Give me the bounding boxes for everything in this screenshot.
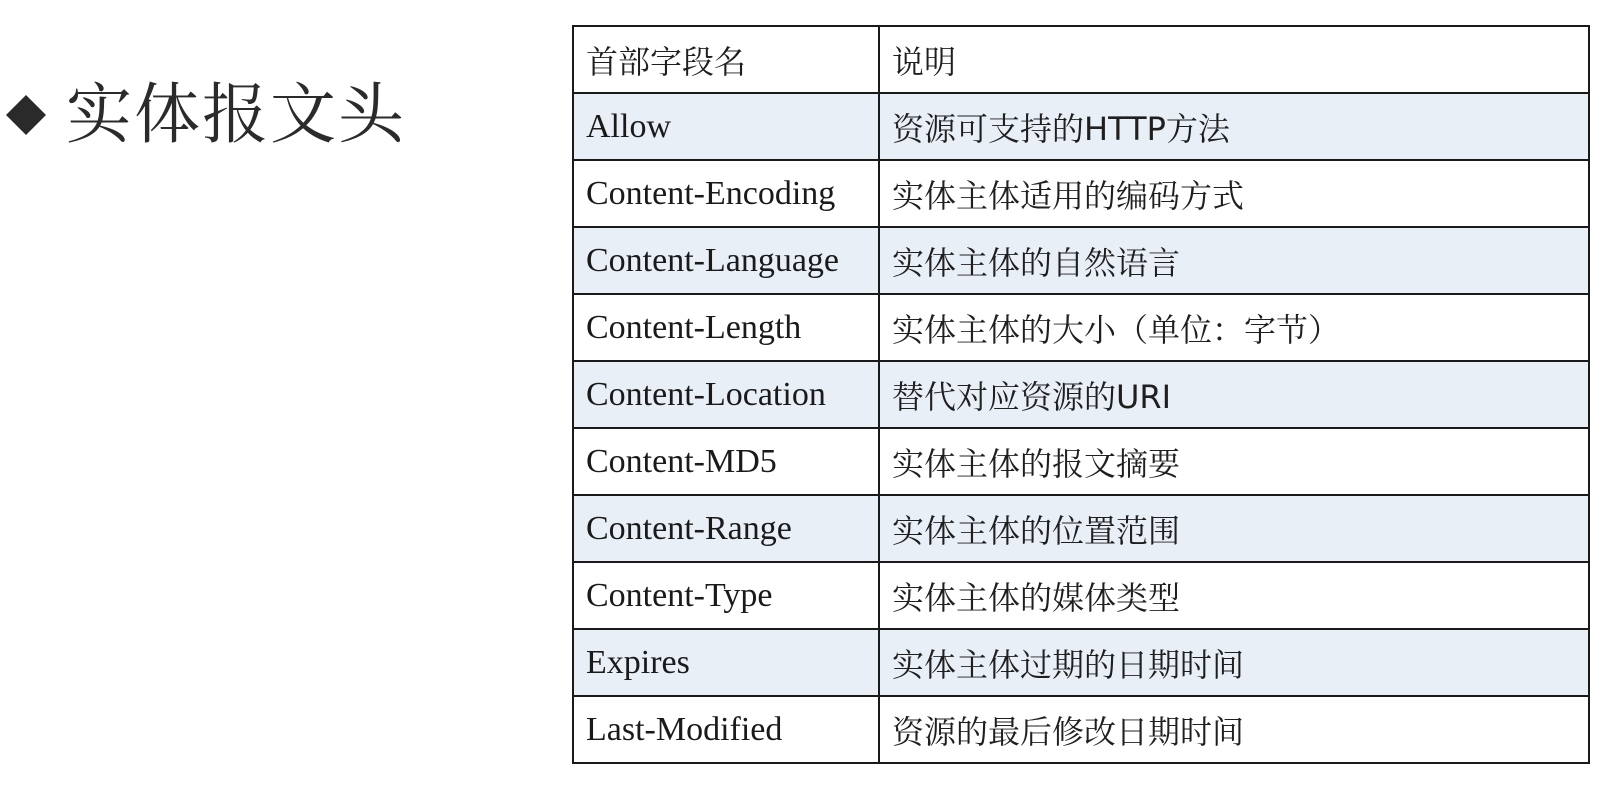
header-field-name: Content-Encoding bbox=[573, 160, 879, 227]
slide-heading bbox=[4, 70, 406, 160]
header-field-description: 实体主体的自然语言 bbox=[879, 227, 1589, 294]
header-field-description: 资源可支持的HTTP方法 bbox=[879, 93, 1589, 160]
header-field-name: Expires bbox=[573, 629, 879, 696]
header-field-name: Content-Type bbox=[573, 562, 879, 629]
table-row bbox=[573, 696, 1589, 763]
table-row bbox=[573, 160, 1589, 227]
table-row bbox=[573, 562, 1589, 629]
header-field-description: 实体主体的大小（单位：字节） bbox=[879, 294, 1589, 361]
header-field-name: Content-MD5 bbox=[573, 428, 879, 495]
header-field-description: 实体主体过期的日期时间 bbox=[879, 629, 1589, 696]
header-field-description: 资源的最后修改日期时间 bbox=[879, 696, 1589, 763]
table-row bbox=[573, 629, 1589, 696]
table-row bbox=[573, 93, 1589, 160]
header-field-name: Last-Modified bbox=[573, 696, 879, 763]
header-field-description: 实体主体的媒体类型 bbox=[879, 562, 1589, 629]
entity-header-table bbox=[572, 25, 1590, 764]
header-field-description: 实体主体的位置范围 bbox=[879, 495, 1589, 562]
table-row bbox=[573, 227, 1589, 294]
header-field-name: Content-Length bbox=[573, 294, 879, 361]
table-row bbox=[573, 428, 1589, 495]
column-header-field-name: 首部字段名 bbox=[573, 26, 879, 93]
header-field-description: 实体主体适用的编码方式 bbox=[879, 160, 1589, 227]
header-field-name: Content-Location bbox=[573, 361, 879, 428]
column-header-description: 说明 bbox=[879, 26, 1589, 93]
table-row bbox=[573, 495, 1589, 562]
slide-title: 实体报文头 bbox=[66, 76, 406, 153]
header-field-description: 实体主体的报文摘要 bbox=[879, 428, 1589, 495]
table-row bbox=[573, 294, 1589, 361]
table-row bbox=[573, 361, 1589, 428]
header-field-description: 替代对应资源的URI bbox=[879, 361, 1589, 428]
header-field-name: Content-Range bbox=[573, 495, 879, 562]
header-field-name: Content-Language bbox=[573, 227, 879, 294]
header-field-name: Allow bbox=[573, 93, 879, 160]
table-header-row bbox=[573, 26, 1589, 93]
diamond-icon bbox=[4, 93, 48, 137]
